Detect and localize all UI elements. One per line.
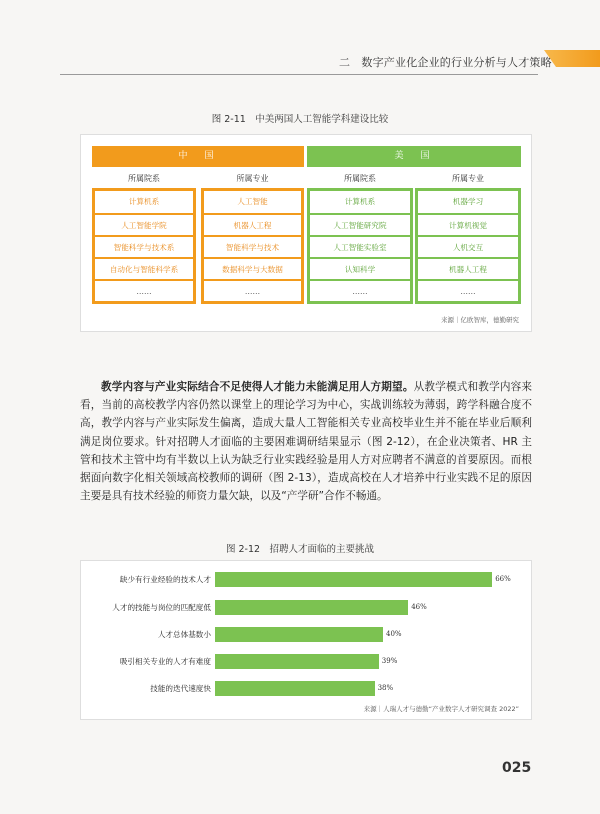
column-item [95,213,193,230]
column-heading: 所属专业 [236,174,269,183]
column-box [92,188,196,304]
column-item-text: 人工智能实验室 [333,243,387,252]
column-item-text: 自动化与智能科学系 [109,265,179,274]
bar-category-label: 人才的技能与岗位的匹配度低 [112,603,211,612]
column-item-text: 机器人工程 [449,265,487,274]
column-item [310,235,410,252]
bar-value-label: 40% [386,630,402,638]
header-accent-bar [544,50,600,67]
body-lead-bold: 教学内容与产业实际结合不足使得人才能力未能满足用人方期望。 [101,381,414,393]
column-item-text: 智能科学与技术系 [113,243,175,252]
column-item-text: 机器学习 [452,197,484,206]
column-heading: 所属院系 [128,174,160,183]
figure-2-title: 图 2-12 招聘人才面临的主要挑战 [225,544,375,555]
column-item-text: 人工智能学院 [121,221,167,230]
us-band: 美 国 [307,146,521,167]
column-heading: 所属专业 [452,174,484,183]
column-item [95,279,193,296]
column-item-text: 机器人工程 [233,221,272,230]
bar-category-label: 吸引相关专业的人才有难度 [119,657,211,666]
figure-1-source: 来源｜亿欧智库，德勤研究 [441,316,519,324]
column-item [95,257,193,274]
page-number: 025 [502,760,532,776]
column-item-text: 计算机系 [128,197,160,206]
column-item [418,213,518,230]
column-item-text: 智能科学与技术 [225,243,280,252]
header-divider [60,74,538,75]
figure-1-title: 图 2-11 中美两国人工智能学科建设比较 [211,114,389,125]
column-item [204,279,301,296]
column-item-text: …… [244,287,261,296]
column-item-text: 计算机视觉 [449,221,487,230]
column-item [310,213,410,230]
column-item [310,279,410,296]
column-item [204,213,301,230]
bar-value-label: 66% [495,575,511,583]
column-item [418,279,518,296]
figure-2-source: 来源｜人瑞人才与德勤“产业数字人才研究调查 2022” [363,705,519,713]
column-item [95,235,193,252]
body-paragraph [80,378,532,505]
column-item-text: …… [136,287,152,296]
column-item-text: 人工智能 [237,197,268,206]
bar-category-label: 人才总体基数小 [157,630,211,639]
column-item [418,257,518,274]
column-item-text: …… [352,287,368,296]
bar-category-label: 缺少有行业经验的技术人才 [119,575,211,584]
column-item [204,235,301,252]
column-item [204,257,301,274]
body-text: 从教学模式和教学内容来看，当前的高校教学内容仍然以课堂上的理论学习为中心，实战训练较为薄弱，跨学科融合度不高，教学内容与产业实际发生偏离，造成大量人工智能相关专业高校毕业生并不能在毕业后顺利满足岗位要求。针对招聘人才面临的主要困难调研结果显示（图 2-12），在企业决策者、HR 主管和技术主管中均有半数以上认为缺乏行业实践经验是用人方对应聘者不满意的首要原因。而根据面向数字化相关领域高校教师的调研（图 2-13），造成高校在人才培养中行业实践不足的原因主要是具有技术经验的师资力量欠缺，以及“产学研”合作不畅通。 [80,381,532,503]
column-box [415,188,521,304]
bar-category-label: 技能的迭代速度快 [150,684,211,693]
column-heading: 所属院系 [344,174,376,183]
figure-2-chart [80,560,532,720]
bar-value-label: 38% [377,684,394,692]
bar [215,627,383,642]
bar [215,600,408,615]
column-item-text: 数据科学与大数据 [222,265,283,274]
bar [215,572,492,587]
bar-value-label: 39% [381,657,398,665]
figure-1-comparison [80,134,532,332]
column-item-text: 认知科学 [344,265,376,274]
bar [215,654,379,669]
column-box [307,188,413,304]
china-band: 中 国 [92,146,304,167]
bar-value-label: 46% [411,603,427,611]
column-item-text: 人工智能研究院 [333,221,387,230]
column-item-text: …… [460,287,476,296]
column-item-text: 人机交互 [452,243,484,252]
chapter-header: 二 数字产业化企业的行业分析与人才策略 [339,56,552,69]
column-item-text: 计算机系 [344,197,376,206]
bar [215,681,375,696]
column-item [418,235,518,252]
column-item [310,257,410,274]
column-box [201,188,304,304]
